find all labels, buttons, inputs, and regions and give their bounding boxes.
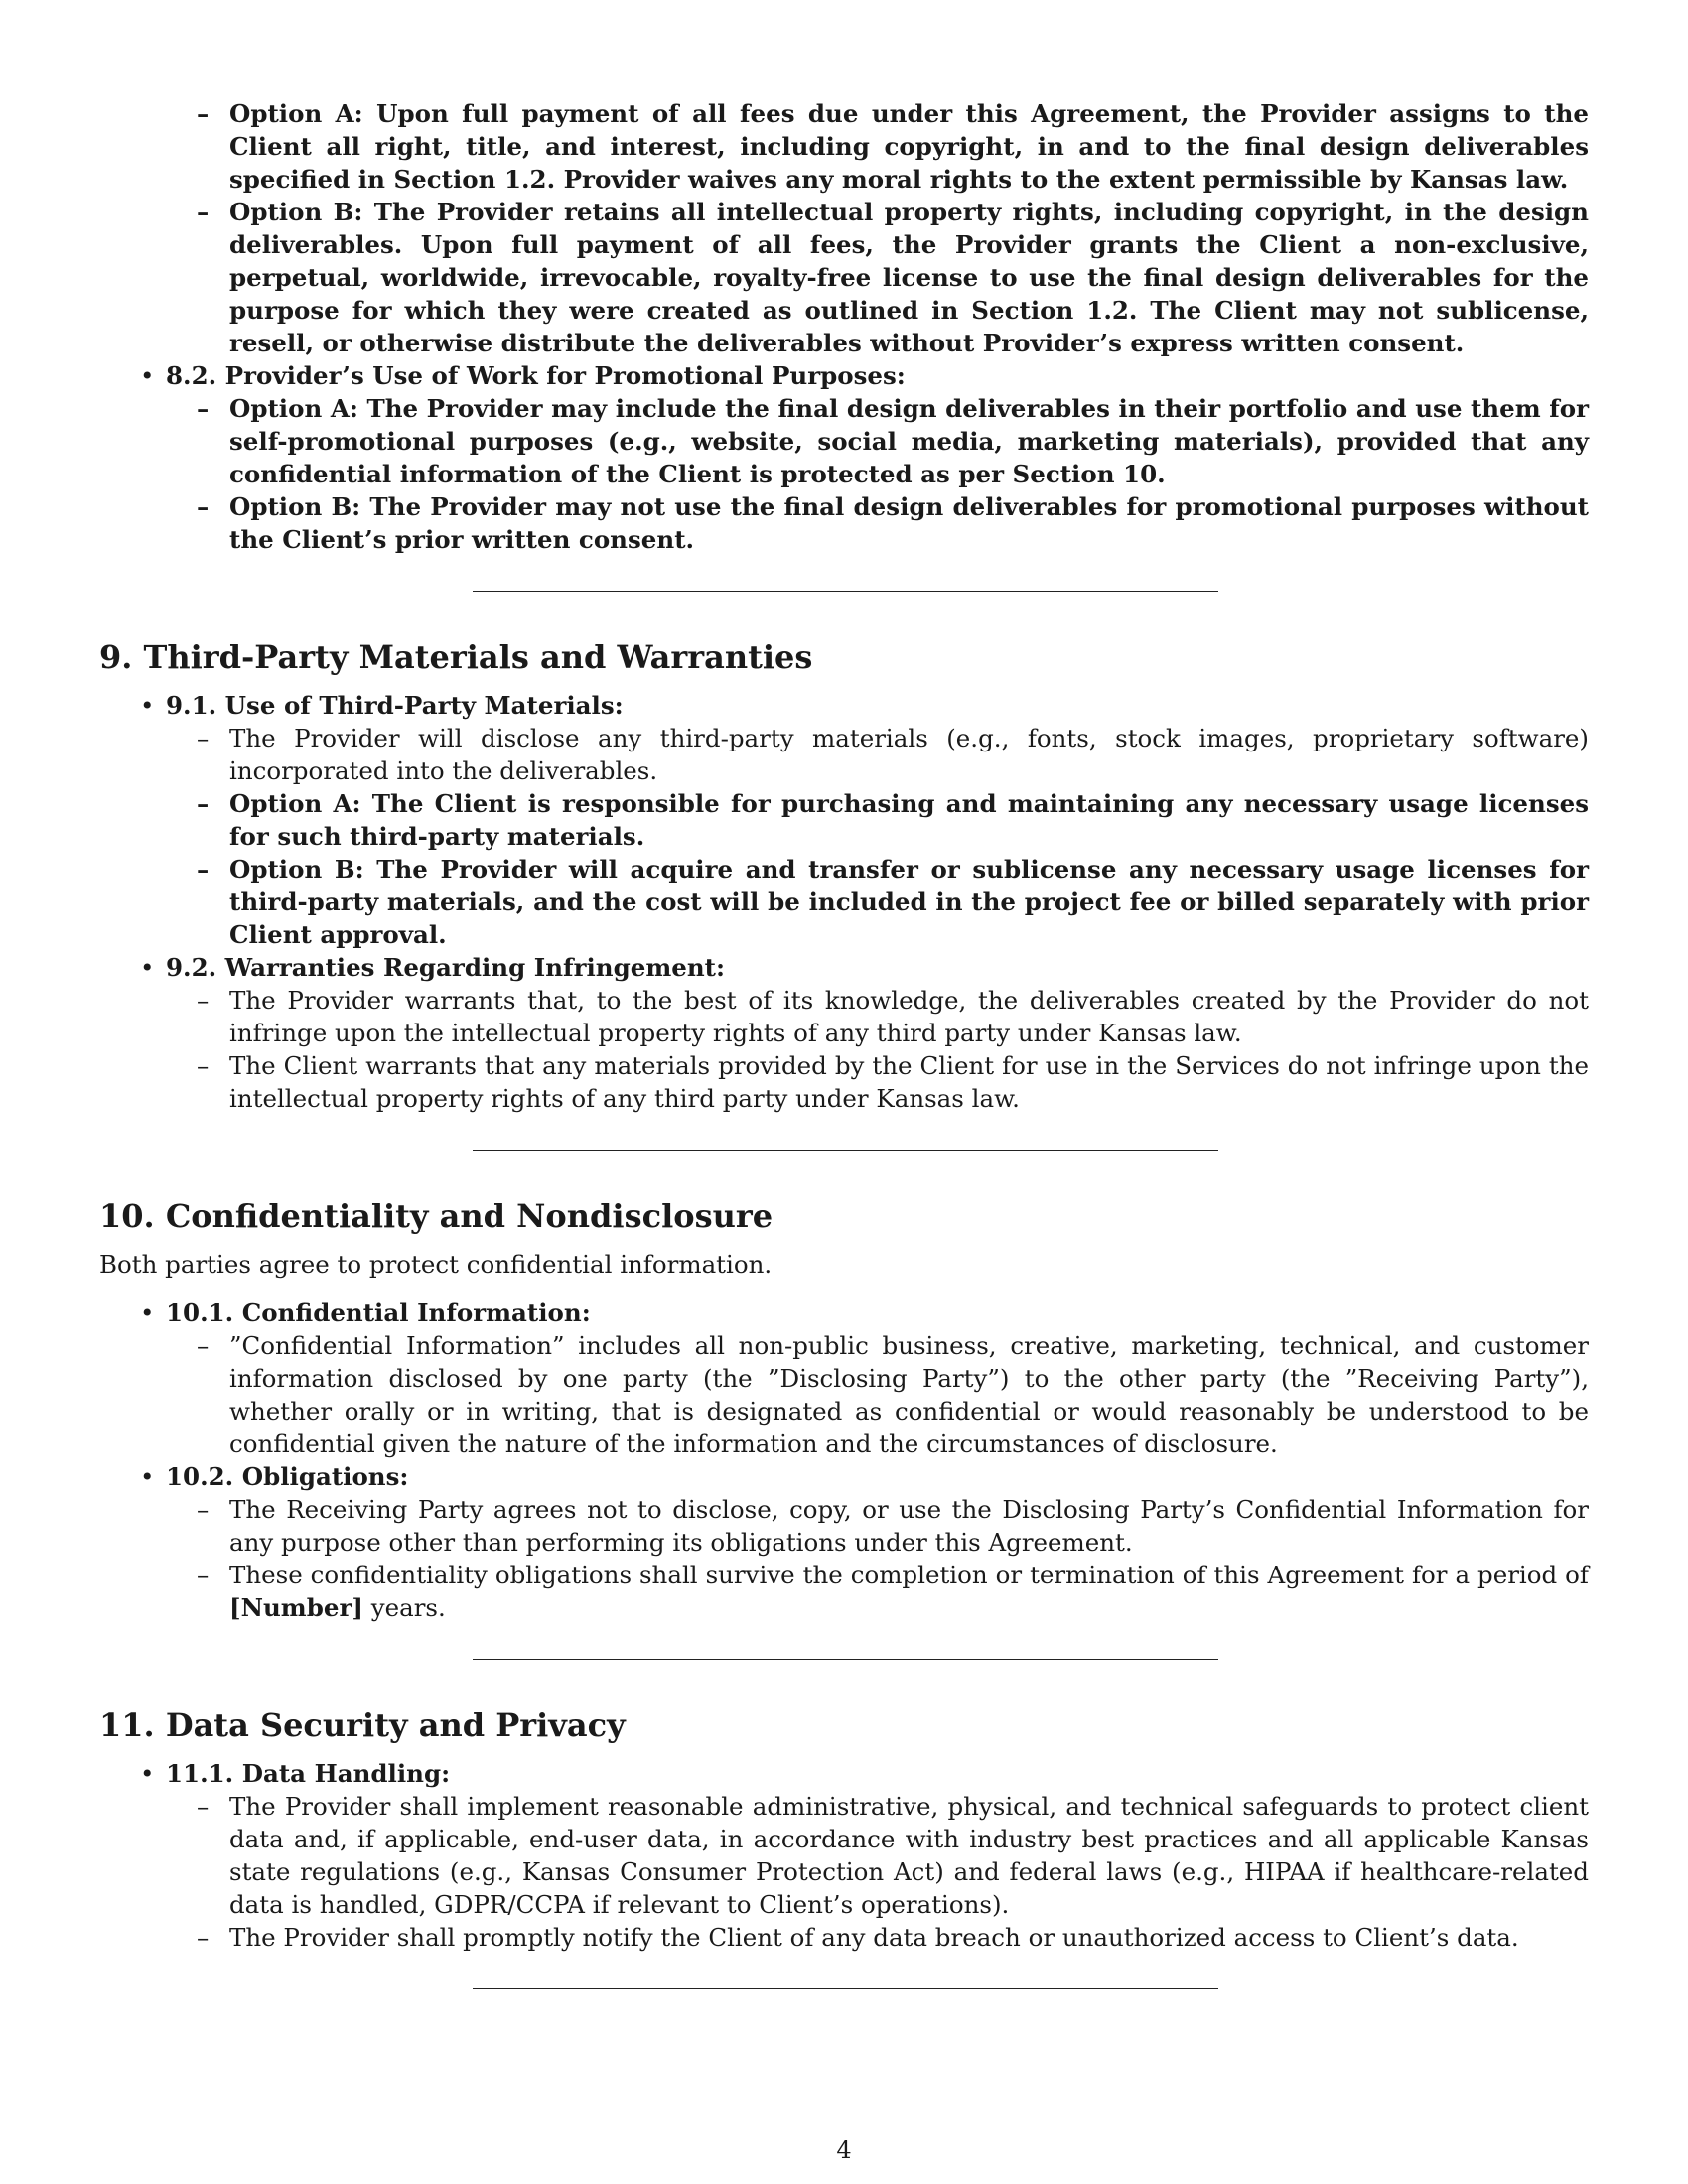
- promo-option-a: – Option A: The Provider may include the final design deliverables in their portfolio and use them for self-promotional purposes (e.g., website, social media, marketing materials), provided that any confidential information of the Client is protected as per Section 10.: [229, 392, 1589, 490]
- item-9-2: • 9.2. Warranties Regarding Infringement:: [166, 951, 1589, 984]
- third-party-option-a: – Option A: The Client is responsible for purchasing and maintaining any necessary usage licenses for such third-party materials.: [229, 787, 1589, 853]
- data-safeguards: – The Provider shall implement reasonable administrative, physical, and technical safeguards to protect client data and, if applicable, end-user data, in accordance with industry best practices and all applicable Kansas state regulations (e.g., Kansas Consumer Protection Act) and federal laws (e.g., HIPAA if healthcare-related data is handled, GDPR/CCPA if relevant to Client’s operations).: [229, 1790, 1589, 1921]
- item-11-1: • 11.1. Data Handling:: [166, 1757, 1589, 1790]
- section-10-heading: 10. Confidentiality and Nondisclosure: [99, 1197, 774, 1235]
- page-number: 4: [836, 2136, 852, 2164]
- third-party-disclosure: – The Provider will disclose any third-party materials (e.g., fonts, stock images, proprietary software) incorporated into the deliverables.: [229, 722, 1589, 787]
- section-10-intro: Both parties agree to protect confidential information.: [99, 1250, 773, 1279]
- survival-clause: [229, 1559, 1589, 1624]
- survival-text: These confidentiality obligations shall survive the completion or termination of this Agreement for a period of: [229, 1561, 1589, 1589]
- section-9-heading: 9. Third-Party Materials and Warranties: [99, 638, 813, 676]
- client-warranty: – The Client warrants that any materials provided by the Client for use in the Services do not infringe upon the intellectual property rights of any third party under Kansas law.: [229, 1049, 1589, 1115]
- item-10-1: • 10.1. Confidential Information:: [166, 1297, 1589, 1329]
- confidential-definition: – ”Confidential Information” includes all non-public business, creative, marketing, technical, and customer information disclosed by one party (the ”Disclosing Party”) to the other party (the ”Receiving Party”), whether orally or in writing, that is designated as confidential or would reasonably be understood to be confidential given the nature of the information and the circumstances of disclosure.: [229, 1329, 1589, 1460]
- non-disclosure-obligation: – The Receiving Party agrees not to disclose, copy, or use the Disclosing Party’s Confidential Information for any purpose other than performing its obligations under this Agreement.: [229, 1493, 1589, 1559]
- ip-option-b: – Option B: The Provider retains all intellectual property rights, including copyright, in the design deliverables. Upon full payment of all fees, the Provider grants the Client a non-exclusive, perpetual, worldwide, irrevocable, royalty-free license to use the final design deliverables for the purpose for which they were created as outlined in Section 1.2. The Client may not sublicense, resell, or otherwise distribute the deliverables without Provider’s express written consent.: [229, 196, 1589, 359]
- document-page: [99, 97, 1589, 1989]
- ip-option-a: – Option A: Upon full payment of all fees due under this Agreement, the Provider assigns to the Client all right, title, and interest, including copyright, in and to the final design deliverables specified in Section 1.2. Provider waives any moral rights to the extent permissible by Kansas law.: [229, 97, 1589, 196]
- number-placeholder: [Number]: [229, 1593, 363, 1622]
- item-9-1: • 9.1. Use of Third-Party Materials:: [166, 689, 1589, 722]
- promo-option-b: – Option B: The Provider may not use the final design deliverables for promotional purposes without the Client’s prior written consent.: [229, 490, 1589, 556]
- item-8-2: • 8.2. Provider’s Use of Work for Promotional Purposes:: [166, 359, 1589, 392]
- section-11-heading: 11. Data Security and Privacy: [99, 1706, 626, 1744]
- section-divider: [473, 1988, 1218, 1989]
- third-party-option-b: – Option B: The Provider will acquire and transfer or sublicense any necessary usage licenses for third-party materials, and the cost will be included in the project fee or billed separately with prior Client approval.: [229, 853, 1589, 951]
- item-10-2: • 10.2. Obligations:: [166, 1460, 1589, 1493]
- survival-unit: years.: [370, 1593, 446, 1622]
- provider-warranty: – The Provider warrants that, to the best of its knowledge, the deliverables created by the Provider do not infringe upon the intellectual property rights of any third party under Kansas law.: [229, 984, 1589, 1049]
- breach-notification: – The Provider shall promptly notify the Client of any data breach or unauthorized access to Client’s data.: [229, 1921, 1589, 1954]
